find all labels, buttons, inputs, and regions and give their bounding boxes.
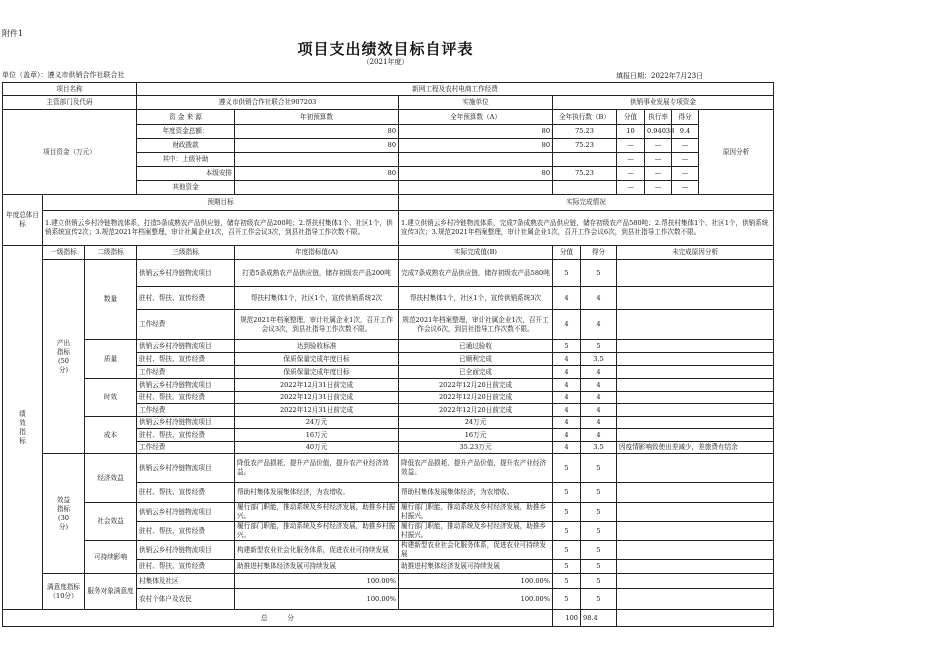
reason (617, 560, 774, 574)
fund-source: 年度资金总额： (137, 125, 235, 139)
target-value: 降低农产品损耗，提升产品价值，提升农产业经济效益。 (235, 454, 399, 483)
fund-annual (399, 153, 553, 167)
level3-indicator: 农村个体户及农民 (137, 589, 235, 610)
actual-value: 24万元 (399, 417, 553, 429)
actual-value: 助推进村集体经济发展可持续发展 (399, 560, 553, 574)
level3-indicator: 供销云乡村冷链物流项目 (137, 503, 235, 522)
score: 5 (581, 260, 617, 287)
fund-weight: — (617, 139, 645, 153)
weight: 4 (553, 404, 581, 417)
fund-initial (235, 181, 399, 195)
indicator-header: 未完成原因分析 (617, 246, 774, 260)
target-value: 履行部门职能，推动系统及乡村经济发展，助推乡村振兴。 (235, 503, 399, 522)
level2-indicator: 时效 (85, 379, 137, 417)
weight: 5 (553, 454, 581, 483)
score: 5 (581, 522, 617, 541)
score: 5 (581, 340, 617, 353)
weight: 5 (553, 522, 581, 541)
weight: 4 (553, 392, 581, 404)
fund-weight: — (617, 167, 645, 181)
table-row (3, 211, 774, 246)
weight: 4 (553, 417, 581, 429)
level1-indicator: 效益指标(30分) (43, 454, 85, 574)
reason (617, 366, 774, 379)
level3-indicator: 驻村、帮扶、宣传经费 (137, 560, 235, 574)
fund-score: — (672, 139, 699, 153)
level3-indicator: 工作经费 (137, 310, 235, 340)
indicator-header: 得分 (581, 246, 617, 260)
level3-indicator: 供销云乡村冷链物流项目 (137, 260, 235, 287)
fund-source: 本级安排 (137, 167, 235, 181)
indicator-header: 三级指标 (137, 246, 235, 260)
report-date: 填报日期：2022年7月23日 (616, 72, 704, 80)
actual-value: 16万元 (399, 429, 553, 442)
weight: 4 (553, 429, 581, 442)
fund-exec (553, 153, 617, 167)
level1-indicator: 满意度指标（10分） (43, 574, 85, 610)
score: 5 (581, 589, 617, 610)
target-value: 2022年12月31日前完成 (235, 379, 399, 392)
funds-header-rate: 执行率 (645, 110, 672, 125)
target-value: 16万元 (235, 429, 399, 442)
actual-value: 已通过验收 (399, 340, 553, 353)
target-value: 履行部门职能，推动系统及乡村经济发展，助推乡村振兴。 (235, 522, 399, 541)
table-row (3, 541, 774, 560)
weight: 4 (553, 310, 581, 340)
fund-initial: 80 (235, 167, 399, 181)
fund-score: — (672, 153, 699, 167)
actual-value: 100.00% (399, 589, 553, 610)
level2-indicator: 社会效益 (85, 503, 137, 541)
actual-value: 履行部门职能，推动系统及乡村经济发展，助推乡村振兴。 (399, 503, 553, 522)
fund-annual (399, 181, 553, 195)
level3-indicator: 驻村、帮扶、宣传经费 (137, 429, 235, 442)
reason (617, 483, 774, 503)
reason (617, 541, 774, 560)
score: 3.5 (581, 442, 617, 454)
level3-indicator: 供销云乡村冷链物流项目 (137, 541, 235, 560)
level3-indicator: 村集体及社区 (137, 574, 235, 589)
score: 3.5 (581, 353, 617, 366)
fund-rate: — (645, 139, 672, 153)
level2-indicator: 经济效益 (85, 454, 137, 503)
table-row (3, 610, 774, 627)
fund-source: 其中：上级补助 (137, 153, 235, 167)
fund-exec: 75.23 (553, 139, 617, 153)
score: 4 (581, 392, 617, 404)
table-row (3, 574, 774, 589)
score: 4 (581, 417, 617, 429)
project-name-label: 项目名称 (3, 83, 137, 96)
level3-indicator: 供销云乡村冷链物流项目 (137, 454, 235, 483)
funds-label: 项目资金（万元） (3, 110, 137, 195)
score: 5 (581, 541, 617, 560)
weight: 5 (553, 541, 581, 560)
fund-annual: 80 (399, 167, 553, 181)
level3-indicator: 驻村、帮扶、宣传经费 (137, 483, 235, 503)
level1-indicator: 产出指标(50分) (43, 260, 85, 454)
fund-exec (553, 181, 617, 195)
expected-goal: 1.建立供销云乡村冷链物流体系，打造5条成熟农产品供应链，储存初级农产品200吨；2.帮扶村集体1个、社区1个，供销系统宣传2次；3.规范2021年档案整理，审计社属企业1次，召开工作会议3次，到县社指导工作次数不限。 (43, 211, 399, 246)
actual-value: 降低农产品损耗，提升产品价值，提升农产业经济效益。 (399, 454, 553, 483)
score: 5 (581, 574, 617, 589)
fund-exec: 75.23 (553, 167, 617, 181)
reason: 因疫情影响致使出差减少，差旅费有结余 (617, 442, 774, 454)
level2-indicator: 可持续影响 (85, 541, 137, 574)
table-row (3, 246, 774, 260)
reason (617, 522, 774, 541)
fund-exec: 75.23 (553, 125, 617, 139)
table-row (3, 260, 774, 287)
fund-initial (235, 153, 399, 167)
fund-initial: 80 (235, 125, 399, 139)
funds-header-weight: 分值 (617, 110, 645, 125)
fund-weight: — (617, 181, 645, 195)
total-score: 98.4 (581, 610, 617, 627)
target-value: 100.00% (235, 574, 399, 589)
score: 4 (581, 310, 617, 340)
actual-value: 帮助村集体发展集体经济，为农增收。 (399, 483, 553, 503)
level2-indicator: 服务对象满意度 (85, 574, 137, 610)
page-title: 项目支出绩效目标自评表 (297, 40, 474, 58)
funds-header-exec: 全年执行数（B） (553, 110, 617, 125)
dept-label: 主管部门及代码 (3, 96, 137, 110)
level3-indicator: 驻村、帮扶、宣传经费 (137, 353, 235, 366)
score: 5 (581, 483, 617, 503)
weight: 5 (553, 483, 581, 503)
total-weight: 100 (553, 610, 581, 627)
reason (617, 310, 774, 340)
target-value: 达到验收标准 (235, 340, 399, 353)
score: 5 (581, 560, 617, 574)
reason (617, 404, 774, 417)
impl-label: 实施单位 (399, 96, 553, 110)
target-value: 40万元 (235, 442, 399, 454)
table-row (3, 110, 774, 125)
weight: 5 (553, 574, 581, 589)
expected-label: 预期目标 (43, 195, 399, 211)
reason (617, 353, 774, 366)
goals-label: 年度总体目标 (3, 195, 43, 246)
reason (617, 260, 774, 287)
impl-value: 供销事业发展专项资金 (553, 96, 774, 110)
indicator-header: 实际完成值(B) (399, 246, 553, 260)
reason (617, 379, 774, 392)
level3-indicator: 供销云乡村冷链物流项目 (137, 379, 235, 392)
total-label: 总 分 (3, 610, 553, 627)
level3-indicator: 供销云乡村冷链物流项目 (137, 417, 235, 429)
actual-value: 已全面完成 (399, 366, 553, 379)
fund-score: — (672, 167, 699, 181)
funds-header-source: 资 金 来 源 (137, 110, 235, 125)
level3-indicator: 工作经费 (137, 366, 235, 379)
fund-source: 财政拨款 (137, 139, 235, 153)
table-row (3, 195, 774, 211)
table-row (3, 454, 774, 483)
fund-score: 9.4 (672, 125, 699, 139)
reason (617, 574, 774, 589)
table-row (3, 83, 774, 96)
target-value: 保质保量完成年度目标 (235, 366, 399, 379)
actual-value: 帮扶村集体1个，社区1个，宣传供销系统3次 (399, 287, 553, 310)
score: 4 (581, 366, 617, 379)
dept-value: 遵义市供销合作社联合社907203 (137, 96, 399, 110)
table-row (3, 417, 774, 429)
level3-indicator: 工作经费 (137, 442, 235, 454)
fund-weight: — (617, 153, 645, 167)
fund-weight: 10 (617, 125, 645, 139)
actual-value: 已顺利完成 (399, 353, 553, 366)
score: 5 (581, 454, 617, 483)
actual-label: 实际完成情况 (399, 195, 774, 211)
indicator-header: 二级指标 (85, 246, 137, 260)
funds-header-initial: 年初预算数 (235, 110, 399, 125)
weight: 4 (553, 287, 581, 310)
reason (617, 392, 774, 404)
reason (617, 429, 774, 442)
reason (617, 287, 774, 310)
table-row (3, 340, 774, 353)
table-row (3, 96, 774, 110)
actual-value: 履行部门职能，推动系统及乡村经济发展，助推乡村振兴。 (399, 522, 553, 541)
target-value: 助推进村集体经济发展可持续发展 (235, 560, 399, 574)
score: 4 (581, 404, 617, 417)
level3-indicator: 工作经费 (137, 404, 235, 417)
score: 5 (581, 503, 617, 522)
fund-annual: 80 (399, 125, 553, 139)
actual-value: 规范2021年档案整理，审计社属企业1次，召开工作会议6次，到县社指导工作次数不限。 (399, 310, 553, 340)
funds-header-annual: 全年预算数（A） (399, 110, 553, 125)
fund-rate: — (645, 167, 672, 181)
table-row (3, 503, 774, 522)
weight: 5 (553, 340, 581, 353)
level2-indicator: 数量 (85, 260, 137, 340)
project-name: 新网工程及农村电商工作经费 (137, 83, 774, 96)
table-row (3, 379, 774, 392)
score: 4 (581, 287, 617, 310)
unit-label: 单位（盖章）：遵义市供销合作社联合社 (2, 71, 125, 79)
level3-indicator: 供销云乡村冷链物流项目 (137, 340, 235, 353)
reason (617, 503, 774, 522)
self-evaluation-table (2, 82, 774, 627)
target-value: 帮助村集体发展集体经济，为农增收。 (235, 483, 399, 503)
weight: 4 (553, 366, 581, 379)
indicator-header: 分值 (553, 246, 581, 260)
actual-value: 2022年12月20日前完成 (399, 404, 553, 417)
weight: 5 (553, 560, 581, 574)
target-value: 构建新型农业社会化服务体系，促进农业可持续发展 (235, 541, 399, 560)
target-value: 24万元 (235, 417, 399, 429)
target-value: 打造5条成熟农产品供应链，储存初级农产品200吨 (235, 260, 399, 287)
weight: 5 (553, 260, 581, 287)
reason (617, 589, 774, 610)
fund-source: 其他资金 (137, 181, 235, 195)
level3-indicator: 驻村、帮扶、宣传经费 (137, 287, 235, 310)
reason (617, 417, 774, 429)
level3-indicator: 驻村、帮扶、宣传经费 (137, 522, 235, 541)
page-subtitle: （2021年度） (362, 58, 409, 66)
fund-rate: 0.94038 (645, 125, 672, 139)
target-value: 2022年12月31日前完成 (235, 404, 399, 417)
target-value: 规范2021年档案整理，审计社属企业1次，召开工作会议3次，到县社指导工作次数不限。 (235, 310, 399, 340)
weight: 4 (553, 353, 581, 366)
reason (617, 340, 774, 353)
actual-value: 构建新型农业社会化服务体系，促进农业可持续发展 (399, 541, 553, 560)
score: 4 (581, 379, 617, 392)
actual-value: 2022年12月20日前完成 (399, 392, 553, 404)
fund-score: — (672, 181, 699, 195)
actual-value: 完成7条成熟农产品供应链，储存初级农产品580吨 (399, 260, 553, 287)
fund-initial: 80 (235, 139, 399, 153)
funds-header-score: 得分 (672, 110, 699, 125)
reason (617, 454, 774, 483)
actual-goal: 1.建立供销云乡村冷链物流体系，完成7条成熟农产品供应链，储存初级农产品580吨；2.帮扶村集体1个、社区1个，供销系统宣传3次；3.规范2021年档案整理，审计社属企业1次，召开工作会议6次，到县社指导工作次数不限。 (399, 211, 774, 246)
actual-value: 2022年12月20日前完成 (399, 379, 553, 392)
level3-indicator: 驻村、帮扶、宣传经费 (137, 392, 235, 404)
weight: 5 (553, 589, 581, 610)
weight: 4 (553, 442, 581, 454)
indicators-label: 绩效指标 (3, 246, 43, 610)
level2-indicator: 成本 (85, 417, 137, 454)
weight: 5 (553, 503, 581, 522)
target-value: 保质保量完成年度目标 (235, 353, 399, 366)
indicator-header: 一级指标 (43, 246, 85, 260)
funds-header-reason: 原因分析 (699, 110, 774, 195)
weight: 4 (553, 379, 581, 392)
attachment-label: 附件1 (2, 29, 24, 38)
actual-value: 100.00% (399, 574, 553, 589)
fund-annual: 80 (399, 139, 553, 153)
indicator-header: 年度指标值(A) (235, 246, 399, 260)
fund-rate: — (645, 153, 672, 167)
target-value: 帮扶村集体1个，社区1个，宣传供销系统2次 (235, 287, 399, 310)
level2-indicator: 质量 (85, 340, 137, 379)
target-value: 2022年12月31日前完成 (235, 392, 399, 404)
target-value: 100.00% (235, 589, 399, 610)
fund-rate: — (645, 181, 672, 195)
total-reason (617, 610, 774, 627)
score: 4 (581, 429, 617, 442)
actual-value: 35.23万元 (399, 442, 553, 454)
